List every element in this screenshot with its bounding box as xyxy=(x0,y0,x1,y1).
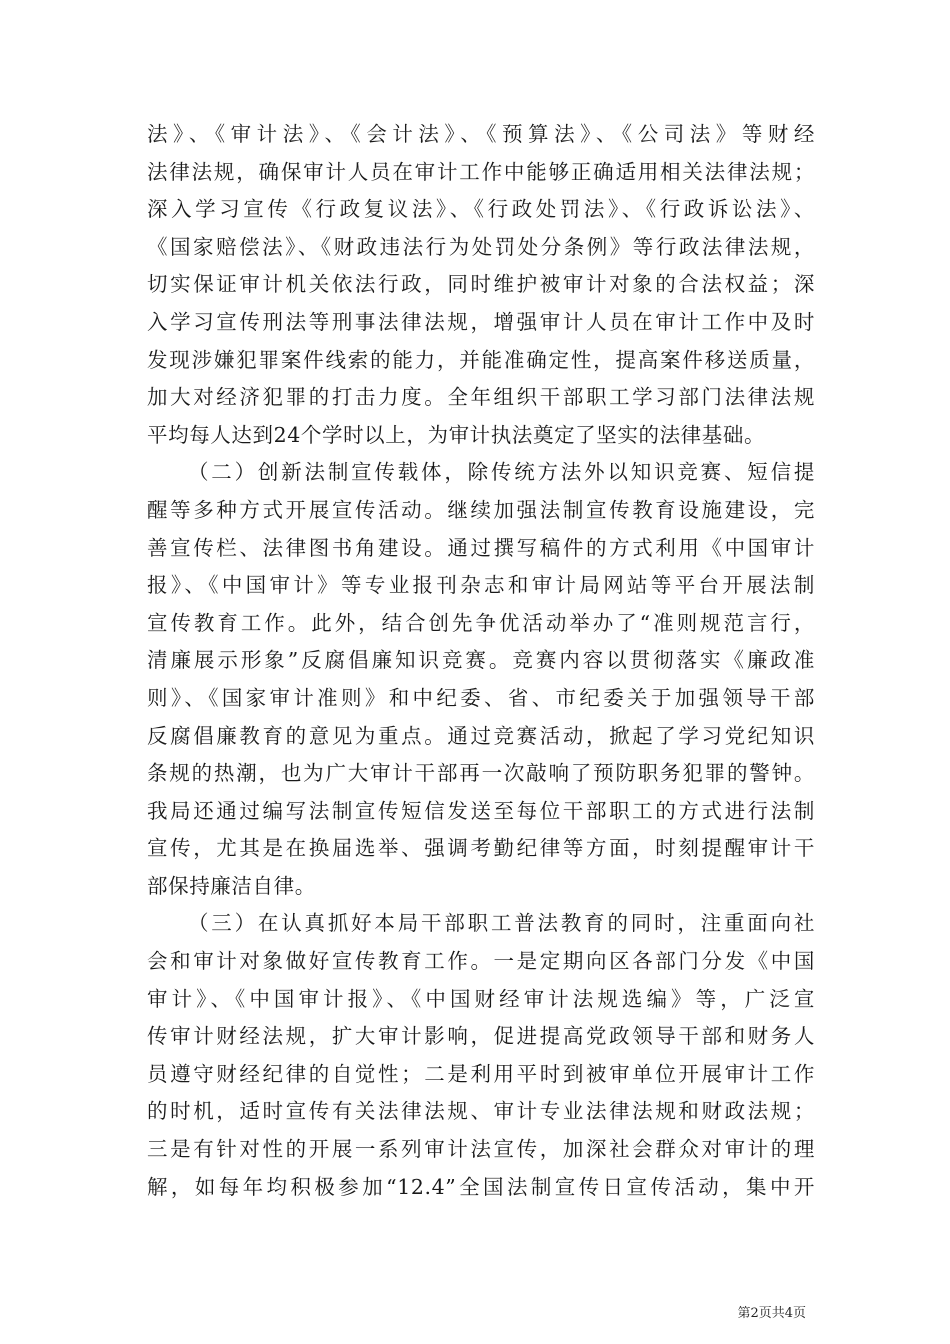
text-line: （二）创新法制宣传载体，除传统方法外以知识竞赛、短信提 xyxy=(188,460,815,485)
text-line: 切实保证审计机关依法行政，同时维护被审计对象的合法权益；深 xyxy=(147,272,815,297)
text-line: 的时机，适时宣传有关法律法规、审计专业法律法规和财政法规； xyxy=(147,1099,815,1124)
text-line: 深入学习宣传《行政复议法》、《行政处罚法》、《行政诉讼法》、 xyxy=(147,197,815,222)
text-line: 入学习宣传刑法等刑事法律法规，增强审计人员在审计工作中及时 xyxy=(147,309,815,334)
text-line: 解，如每年均积极参加“12.4”全国法制宣传日宣传活动，集中开 xyxy=(147,1174,815,1199)
text-line: 会和审计对象做好宣传教育工作。一是定期向区各部门分发《中国 xyxy=(147,949,815,974)
text-line: 则》、《国家审计准则》和中纪委、省、市纪委关于加强领导干部 xyxy=(147,685,815,710)
text-line: 醒等多种方式开展宣传活动。继续加强法制宣传教育设施建设，完 xyxy=(147,497,815,522)
text-line: 报》、《中国审计》等专业报刊杂志和审计局网站等平台开展法制 xyxy=(147,573,815,598)
body-text xyxy=(147,117,815,1207)
text-line: 善宣传栏、法律图书角建设。通过撰写稿件的方式利用《中国审计 xyxy=(147,535,815,560)
text-line: 宣传教育工作。此外，结合创先争优活动举办了“准则规范言行， xyxy=(147,610,815,635)
text-line: 加大对经济犯罪的打击力度。全年组织干部职工学习部门法律法规 xyxy=(147,385,815,410)
text-line: 法律法规，确保审计人员在审计工作中能够正确适用相关法律法规； xyxy=(147,159,815,184)
text-line: 三是有针对性的开展一系列审计法宣传，加深社会群众对审计的理 xyxy=(147,1137,815,1162)
text-line: 宣传，尤其是在换届选举、强调考勤纪律等方面，时刻提醒审计干 xyxy=(147,836,815,861)
text-line: 条规的热潮，也为广大审计干部再一次敲响了预防职务犯罪的警钟。 xyxy=(147,761,815,786)
text-line: （三）在认真抓好本局干部职工普法教育的同时，注重面向社 xyxy=(188,911,815,936)
text-line: 我局还通过编写法制宣传短信发送至每位干部职工的方式进行法制 xyxy=(147,798,815,823)
text-line: 传审计财经法规，扩大审计影响，促进提高党政领导干部和财务人 xyxy=(147,1024,815,1049)
text-line: 员遵守财经纪律的自觉性；二是利用平时到被审单位开展审计工作 xyxy=(147,1061,815,1086)
text-line: 反腐倡廉教育的意见为重点。通过竞赛活动，掀起了学习党纪知识 xyxy=(147,723,815,748)
text-line: 发现涉嫌犯罪案件线索的能力，并能准确定性，提高案件移送质量， xyxy=(147,347,815,372)
text-line: 《国家赔偿法》、《财政违法行为处罚处分条例》等行政法律法规， xyxy=(147,234,815,259)
page-number: 第2页共4页 xyxy=(737,1306,806,1321)
text-line: 清廉展示形象”反腐倡廉知识竞赛。竞赛内容以贯彻落实《廉政准 xyxy=(147,648,815,673)
text-line: 审计》、《中国审计报》、《中国财经审计法规选编》等，广泛宣 xyxy=(147,986,815,1011)
text-line: 部保持廉洁自律。 xyxy=(147,873,316,898)
text-line: 法》、《审计法》、《会计法》、《预算法》、《公司法》等财经 xyxy=(147,122,815,146)
text-line: 平均每人达到24个学时以上，为审计执法奠定了坚实的法律基础。 xyxy=(147,422,766,447)
